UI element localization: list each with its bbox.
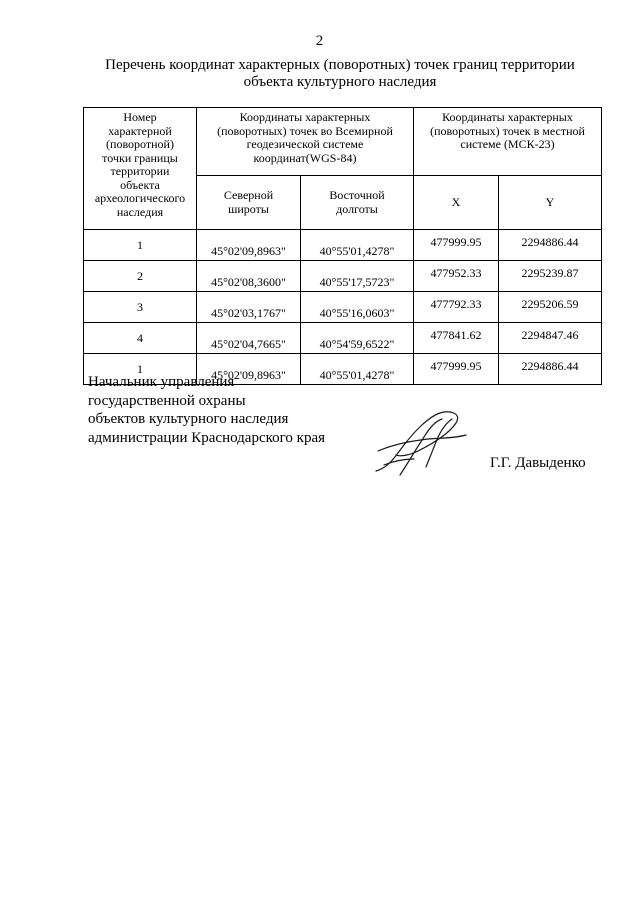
cell-latitude: 45°02'09,8963" [197, 354, 301, 385]
header-point-number: Номер характерной (поворотной) точки границы территории объекта археологического наследия [84, 108, 197, 230]
header-x: X [414, 176, 499, 230]
cell-point-number: 1 [84, 230, 197, 261]
signer-name: Г.Г. Давыденко [490, 455, 586, 471]
table-row [84, 323, 602, 354]
cell-point-number: 3 [84, 292, 197, 323]
cell-longitude: 40°55'16,0603" [301, 292, 414, 323]
header-east-longitude: Восточной долготы [301, 176, 414, 230]
cell-y: 2295239.87 [499, 261, 602, 292]
cell-y: 2295206.59 [499, 292, 602, 323]
cell-latitude: 45°02'04,7665" [197, 323, 301, 354]
cell-x: 477792.33 [414, 292, 499, 323]
cell-y: 2294886.44 [499, 354, 602, 385]
header-y: Y [499, 176, 602, 230]
cell-y: 2294886.44 [499, 230, 602, 261]
table-row [84, 261, 602, 292]
signatory-position [88, 373, 325, 447]
cell-longitude: 40°55'01,4278" [301, 230, 414, 261]
page-number: 2 [315, 33, 324, 49]
cell-y: 2294847.46 [499, 323, 602, 354]
document-title [60, 57, 620, 91]
position-line: государственной охраны [88, 392, 246, 409]
cell-latitude: 45°02'03,1767" [197, 292, 301, 323]
cell-x: 477999.95 [414, 354, 499, 385]
table-header-row [84, 108, 602, 176]
cell-longitude: 40°54'59,6522" [301, 323, 414, 354]
header-north-latitude: Северной широты [197, 176, 301, 230]
title-line-2: объекта культурного наследия [243, 74, 437, 90]
cell-x: 477999.95 [414, 230, 499, 261]
cell-longitude: 40°55'17,5723" [301, 261, 414, 292]
header-wgs84: Координаты характерных (поворотных) точек во Всемирной геодезической системе координат(WGS-84) [197, 108, 414, 176]
cell-point-number: 4 [84, 323, 197, 354]
cell-x: 477841.62 [414, 323, 499, 354]
position-line: администрации Краснодарского края [88, 429, 326, 446]
cell-point-number: 1 [84, 354, 197, 385]
position-line: объектов культурного наследия [88, 411, 289, 427]
handwritten-signature [370, 405, 470, 477]
cell-latitude: 45°02'09,8963" [197, 230, 301, 261]
cell-latitude: 45°02'08,3600" [197, 261, 301, 292]
cell-point-number: 2 [84, 261, 197, 292]
title-line-1: Перечень координат характерных (поворотных) точек границ территории [105, 57, 575, 73]
table-row [84, 292, 602, 323]
position-line: Начальник управления [88, 374, 235, 390]
coordinates-table [83, 107, 602, 385]
table-row [84, 230, 602, 261]
header-msk23: Координаты характерных (поворотных) точек в местной системе (МСК-23) [414, 108, 602, 176]
cell-longitude: 40°55'01,4278" [301, 354, 414, 385]
cell-x: 477952.33 [414, 261, 499, 292]
